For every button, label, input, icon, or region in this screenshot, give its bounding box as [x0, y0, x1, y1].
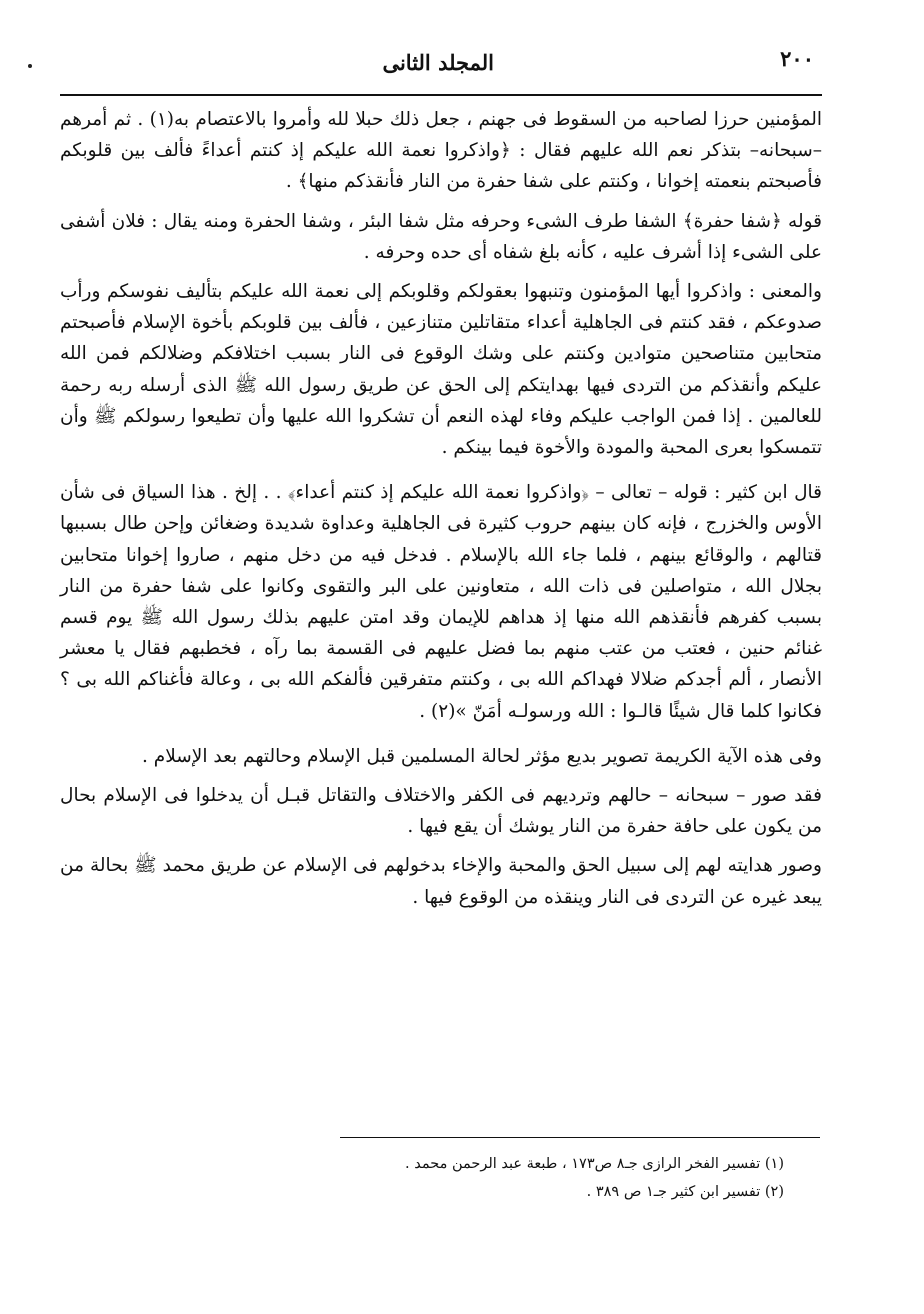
volume-title: المجلد الثانى [382, 50, 494, 75]
paragraph-meaning: والمعنى : واذكروا أيها المؤمنون وتنبهوا بعقولكم وقلوبكم إلى نعمة الله عليكم بتأليف نفوسكم ورأب صدوعكم ، فقد كنتم فى الجاهلية أعداء متقاتلين متنازعين ، فألف بين قلوبكم بأخوة الإسلام فأصبحتم متحابين متناصحين متوادين وكنتم على وشك الوقوع فى النار بسبب اختلافكم وضلالكم فمن الله عليكم وأنقذكم من التردى فيها بهدايتكم إلى الحق عن طريق رسول الله ﷺ الذى أرسله ربه رحمة للعالمين . إذا فمن الواجب عليكم وفاء لهذه النعم أن تشكروا الله عليها وأن تطيعوا رسولكم ﷺ وأن تتمسكوا بعرى المحبة والمودة والأخوة فيما بينكم . [60, 281, 822, 459]
paragraph-before-islam: فقد صور – سبحانه – حالهم وترديهم فى الكفر والاختلاف والتقاتل قبـل أن يدخلوا فى الإسلام بحال من يكون على حافة حفرة من النار يوشك أن يقع فيها . [60, 785, 822, 838]
corner-dot [28, 64, 32, 68]
paragraph-shafa-hufra: قوله ﴿شفا حفرة﴾ الشفا طرف الشىء وحرفه مثل شفا البئر ، وشفا الحفرة ومنه يقال : فلان أشفى على الشىء إذا أشرف عليه ، كأنه بلغ شفاه أى حده وحرفه . [60, 210, 822, 263]
paragraph-guidance: وصور هدايته لهم إلى سبيل الحق والمحبة والإخاء بدخولهم فى الإسلام عن طريق محمد ﷺ بحالة من يبعد غيره عن التردى فى النار وينقذه من الوقوع فيها . [60, 855, 822, 908]
page-number: ٢٠٠ [780, 46, 814, 71]
footnote-2: (٢) تفسير ابن كثير جـ١ ص ٣٨٩ . [586, 1184, 784, 1200]
page-header [62, 44, 824, 94]
footnotes [60, 1150, 784, 1206]
paragraph-ibn-kathir: قال ابن كثير : قوله – تعالى – ﴿واذكروا نعمة الله عليكم إذ كنتم أعداء﴾ . . إلخ . هذا السياق فى شأن الأوس والخزرج ، فإنه كان بينهم حروب كثيرة فى الجاهلية وعداوة شديدة وضغائن وإحن طال بسببها قتالهم ، والوقائع بينهم ، فلما جاء الله بالإسلام . فدخل فيه من دخل منهم ، صاروا إخوانا متحابين بجلال الله ، متواصلين فى ذات الله ، متعاونين على البر والتقوى وكانوا على شفا حفرة من النار بسبب كفرهم فأنقذهم الله منها إذ هداهم للإيمان وقد امتن عليهم بذلك رسول الله ﷺ يوم قسم غنائم حنين ، فعتب من عتب منهم بما فضل عليهم فى القسمة بما رآه ، فخطبهم فقال يا معشر الأنصار ، ألم أجدكم ضلالا فهداكم الله بى ، وكنتم متفرقين فألفكم الله بى ، وعالة فأغناكم الله بى ؟ فكانوا كلما قال شيئًا قالـوا : الله ورسولـه أمَنّ »(٢) . [60, 482, 822, 722]
header-rule [60, 94, 822, 96]
paragraph-continuation: المؤمنين حرزا لصاحبه من السقوط فى جهنم ، جعل ذلك حبلا لله وأمروا بالاعتصام به(١) . ثم أمرهم –سبحانه– بتذكر نعم الله عليهم فقال : ﴿واذكروا نعمة الله عليكم إذ كنتم أعداءً فألف بين قلوبكم فأصبحتم بنعمته إخوانا ، وكنتم على شفا حفرة من النار فأنقذكم منها﴾ . [60, 109, 822, 193]
footnote-rule [340, 1137, 820, 1138]
main-text [60, 104, 822, 921]
paragraph-depiction: وفى هذه الآية الكريمة تصوير بديع مؤثر لحالة المسلمين قبل الإسلام وحالتهم بعد الإسلام . [142, 745, 822, 767]
footnote-1: (١) تفسير الفخر الرازى جـ٨ ص١٧٣ ، طبعة عبد الرحمن محمد . [405, 1156, 784, 1172]
